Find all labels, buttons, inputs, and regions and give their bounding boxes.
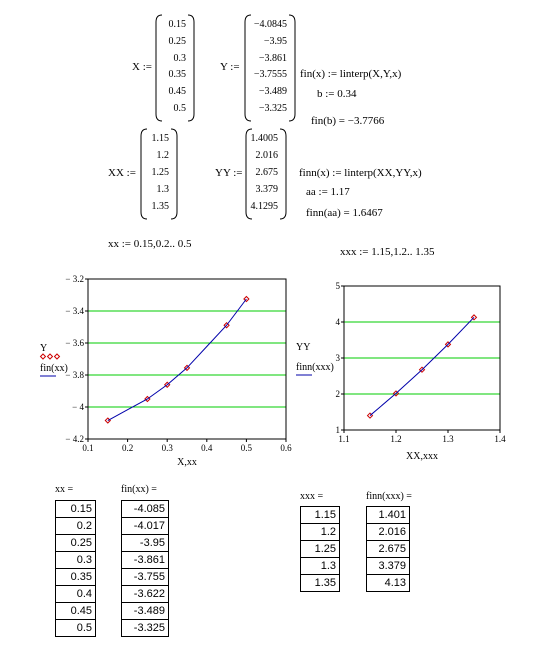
- table-cell: 3.379: [367, 558, 410, 575]
- table-row: [301, 507, 340, 524]
- chart-finn-x-ticks: [338, 430, 506, 444]
- xxx-table: [300, 506, 340, 592]
- vector-cell: 0.5: [173, 102, 186, 114]
- y-tick-label: − 3.2: [65, 274, 84, 284]
- fin-definition: fin(x) := linterp(X,Y,x): [300, 68, 402, 80]
- y-tick-label: − 4: [72, 402, 84, 412]
- x-tick-label: 0.4: [201, 443, 213, 453]
- table-cell: 0.45: [56, 603, 96, 620]
- chart-fin: [0, 270, 300, 470]
- table-cell: 0.2: [56, 518, 96, 535]
- y-tick-label: − 3.8: [65, 370, 84, 380]
- table-cell: -3.622: [122, 586, 169, 603]
- chart-finn-legend-finn-label: finn(xxx): [296, 362, 334, 373]
- finn-xxx-table-header: finn(xxx) =: [366, 491, 412, 502]
- fin-b-result: fin(b) = −3.7766: [311, 115, 385, 127]
- series-line: [108, 299, 247, 421]
- table-cell: 0.4: [56, 586, 96, 603]
- vector-cell: 0.45: [168, 86, 186, 97]
- table-cell: -3.755: [122, 569, 169, 586]
- chart-finn-grid: [344, 322, 500, 394]
- table-cell: 2.016: [367, 524, 410, 541]
- table-row: [122, 501, 169, 518]
- table-row: [367, 575, 410, 592]
- y-tick-label: 2: [335, 389, 340, 399]
- vector-cell: −3.95: [263, 36, 287, 47]
- y-tick-label: 4: [335, 317, 340, 327]
- table-row: [367, 541, 410, 558]
- yy-vector: [245, 128, 287, 220]
- vector-cell: −4.0845: [253, 19, 287, 31]
- table-row: [56, 620, 96, 637]
- table-row: [301, 524, 340, 541]
- table-cell: 1.2: [301, 524, 340, 541]
- vector-cell: 0.15: [168, 19, 186, 31]
- x-tick-label: 1.1: [338, 434, 350, 444]
- chart-finn-series: [368, 315, 477, 418]
- y-tick-label: 1: [335, 425, 340, 435]
- legend-marker: [41, 354, 46, 359]
- table-cell: -4.085: [122, 501, 169, 518]
- x-vector: [155, 14, 195, 122]
- vector-cell: −3.325: [258, 102, 287, 114]
- chart-fin-series: [105, 297, 249, 424]
- x-tick-label: 0.5: [240, 443, 253, 453]
- vector-cell: 0.25: [168, 36, 186, 47]
- fin-xx-table: [121, 500, 169, 637]
- x-tick-label: 0.1: [82, 443, 94, 453]
- finn-definition: finn(x) := linterp(XX,YY,x): [299, 167, 422, 179]
- chart-finn-legend-yy-label: YY: [296, 342, 311, 353]
- table-row: [301, 541, 340, 558]
- yy-vector-label: YY :=: [215, 167, 243, 179]
- bracket-right: [280, 129, 286, 219]
- vector-cell: 1.3: [156, 183, 169, 195]
- table-row: [122, 552, 169, 569]
- chart-finn-y-ticks: [336, 281, 345, 435]
- xx-table: [55, 500, 96, 637]
- vector-cell: 1.4005: [250, 133, 278, 145]
- table-cell: 0.15: [56, 501, 96, 518]
- vector-cell: 2.016: [255, 150, 278, 162]
- x-tick-label: 1.2: [390, 434, 402, 444]
- table-row: [56, 552, 96, 569]
- table-row: [367, 524, 410, 541]
- vector-cell: 0.35: [168, 69, 186, 81]
- chart-fin-legend-y-label: Y: [40, 343, 48, 354]
- table-row: [56, 586, 96, 603]
- table-row: [122, 620, 169, 637]
- x-tick-label: 0.6: [280, 443, 292, 453]
- xx-vector: [140, 128, 178, 220]
- table-cell: 0.25: [56, 535, 96, 552]
- bracket-right: [171, 129, 177, 219]
- x-tick-label: 0.3: [161, 443, 173, 453]
- y-tick-label: − 3.6: [65, 338, 84, 348]
- table-row: [56, 501, 96, 518]
- table-cell: 4.13: [367, 575, 410, 592]
- series-line: [370, 317, 474, 415]
- vector-cell: −3.489: [258, 86, 287, 97]
- xxx-table-header: xxx =: [300, 491, 324, 502]
- y-tick-label: − 3.4: [65, 306, 84, 316]
- y-tick-label: 3: [335, 353, 340, 363]
- table-cell: -3.95: [122, 535, 169, 552]
- table-cell: 1.35: [301, 575, 340, 592]
- vector-cell: 1.25: [151, 167, 169, 178]
- xx-table-header: xx =: [55, 484, 74, 495]
- finn-aa-result: finn(aa) = 1.6467: [306, 207, 383, 219]
- table-row: [56, 518, 96, 535]
- bracket-right: [188, 15, 194, 121]
- x-tick-label: 1.3: [442, 434, 454, 444]
- bracket-left: [141, 129, 147, 219]
- xx-vector-label: XX :=: [108, 167, 136, 179]
- chart-finn: [290, 278, 543, 468]
- b-definition: b := 0.34: [317, 88, 357, 100]
- x-tick-label: 0.2: [121, 443, 134, 453]
- vector-cell: 4.1295: [250, 200, 278, 212]
- x-vector-label: X :=: [132, 61, 152, 73]
- table-row: [122, 569, 169, 586]
- bracket-right: [289, 15, 295, 121]
- chart-fin-x-ticks: [82, 439, 292, 453]
- vector-cell: 1.2: [156, 150, 169, 162]
- finn-xxx-table: [366, 506, 410, 592]
- vector-cell: 1.35: [151, 200, 169, 212]
- chart-fin-grid: [88, 311, 286, 407]
- y-tick-label: − 4.2: [65, 434, 84, 444]
- table-cell: 1.401: [367, 507, 410, 524]
- table-cell: 0.3: [56, 552, 96, 569]
- fin-xx-table-header: fin(xx) =: [121, 484, 157, 495]
- y-vector-label: Y :=: [220, 61, 240, 73]
- table-cell: 1.3: [301, 558, 340, 575]
- table-row: [56, 535, 96, 552]
- bracket-left: [156, 15, 162, 121]
- table-row: [367, 507, 410, 524]
- bracket-left: [245, 15, 251, 121]
- vector-cell: −3.7555: [253, 69, 287, 81]
- table-row: [122, 586, 169, 603]
- legend-marker: [48, 354, 53, 359]
- y-tick-label: 5: [335, 281, 340, 291]
- x-tick-label: 1.4: [494, 434, 506, 444]
- vector-cell: 3.379: [255, 183, 278, 195]
- xxx-range-definition: xxx := 1.15,1.2.. 1.35: [340, 246, 435, 258]
- vector-cell: 1.15: [151, 133, 169, 145]
- table-cell: 0.5: [56, 620, 96, 637]
- table-cell: 0.35: [56, 569, 96, 586]
- vector-cell: 2.675: [255, 167, 278, 178]
- table-cell: 2.675: [367, 541, 410, 558]
- table-cell: -4.017: [122, 518, 169, 535]
- chart-finn-xlabel: XX,xxx: [406, 451, 438, 462]
- chart-fin-y-ticks: [65, 274, 88, 444]
- legend-marker: [55, 354, 60, 359]
- vector-cell: −3.861: [258, 52, 287, 64]
- table-row: [301, 575, 340, 592]
- table-row: [122, 535, 169, 552]
- xx-range-definition: xx := 0.15,0.2.. 0.5: [108, 238, 192, 250]
- y-vector: [244, 14, 296, 122]
- chart-fin-xlabel: X,xx: [177, 457, 197, 468]
- table-cell: -3.489: [122, 603, 169, 620]
- table-row: [56, 569, 96, 586]
- vector-cell: 0.3: [173, 52, 186, 64]
- chart-fin-legend-fin-label: fin(xx): [40, 363, 68, 374]
- table-cell: -3.325: [122, 620, 169, 637]
- table-cell: 1.15: [301, 507, 340, 524]
- table-row: [56, 603, 96, 620]
- table-row: [367, 558, 410, 575]
- chart-fin-legend-y-markers: [41, 354, 60, 359]
- aa-definition: aa := 1.17: [306, 186, 350, 198]
- table-row: [301, 558, 340, 575]
- table-row: [122, 603, 169, 620]
- table-row: [122, 518, 169, 535]
- table-cell: -3.861: [122, 552, 169, 569]
- table-cell: 1.25: [301, 541, 340, 558]
